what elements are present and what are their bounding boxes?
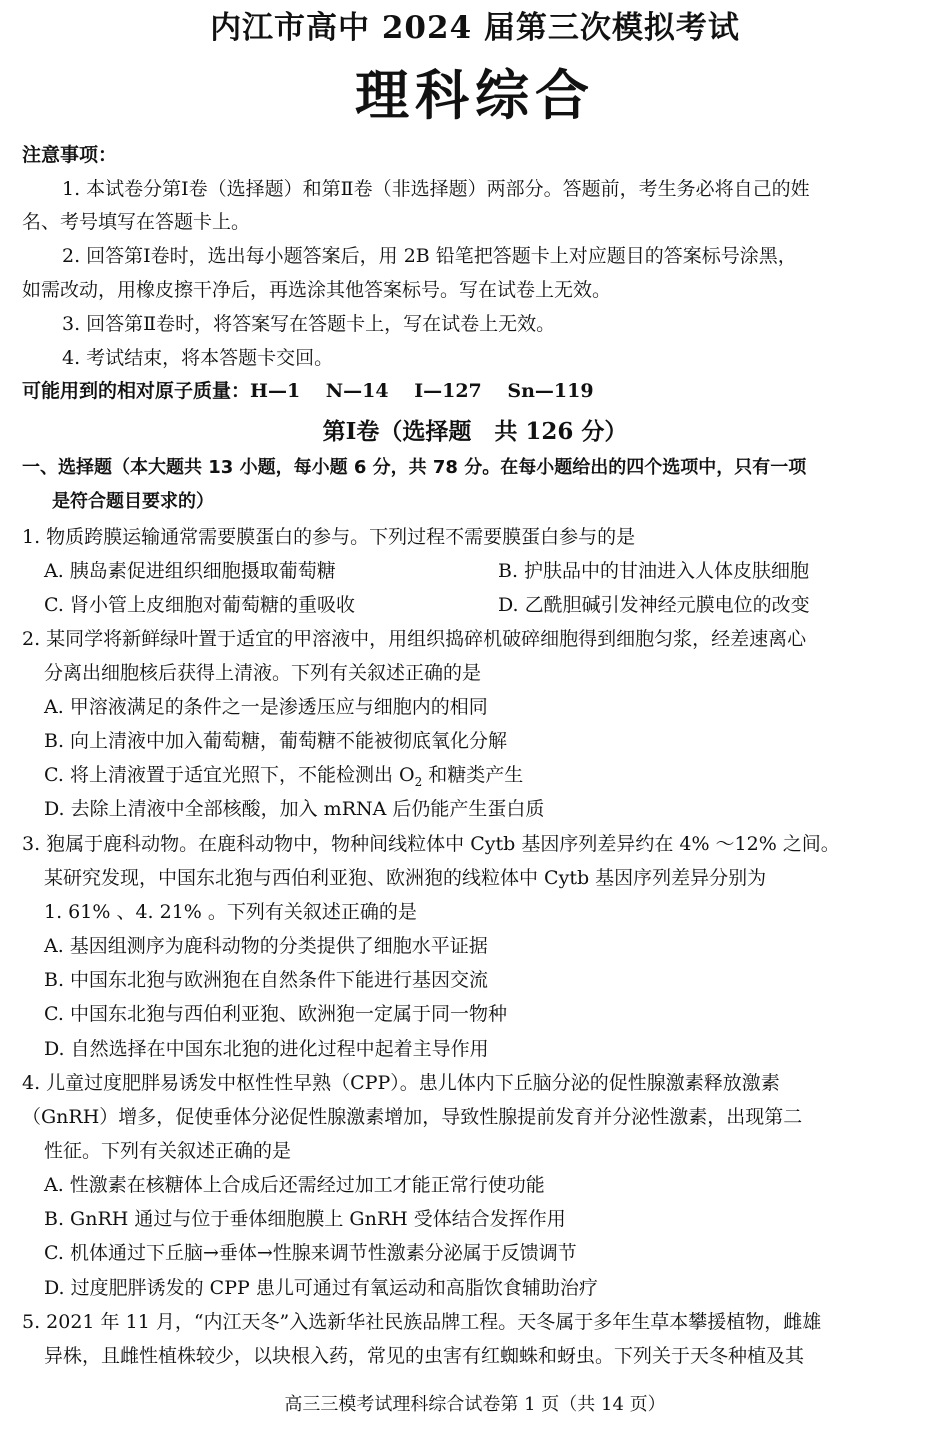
q2-option-a: A. 甲溶液满足的条件之一是渗透压应与细胞内的相同 xyxy=(44,696,488,718)
note-line: 2. 回答第Ⅰ卷时，选出每小题答案后，用 2B 铅笔把答题卡上对应题目的答案标号涂黑， xyxy=(62,245,797,267)
q1-option-d: D. 乙酰胆碱引发神经元膜电位的改变 xyxy=(498,594,810,616)
note-line: 4. 考试结束，将本答题卡交回。 xyxy=(62,347,334,369)
question-3-stem: 某研究发现，中国东北狍与西伯利亚狍、欧洲狍的线粒体中 Cytb 基因序列差异分别为 xyxy=(44,867,767,889)
q1-option-c: C. 肾小管上皮细胞对葡萄糖的重吸收 xyxy=(44,594,355,616)
q2-option-b: B. 向上清液中加入葡萄糖，葡萄糖不能被彻底氧化分解 xyxy=(44,730,508,752)
question-5-stem: 5. 2021 年 11 月，“内江天冬”入选新华社民族品牌工程。天冬属于多年生草本攀援植物，雌雄 xyxy=(22,1311,822,1333)
atomic-mass-line: 可能用到的相对原子质量：H—1 N—14 I—127 Sn—119 xyxy=(22,380,594,402)
section-title: 第Ⅰ卷（选择题 共 126 分） xyxy=(322,418,628,445)
question-2-stem: 分离出细胞核后获得上清液。下列有关叙述正确的是 xyxy=(44,662,482,684)
question-4-stem: 性征。下列有关叙述正确的是 xyxy=(44,1140,292,1162)
question-3-stem: 3. 狍属于鹿科动物。在鹿科动物中，物种间线粒体中 Cytb 基因序列差异约在 4% ～12% 之间。 xyxy=(22,833,840,855)
question-5-stem: 异株，且雌性植株较少，以块根入药，常见的虫害有红蜘蛛和蚜虫。下列关于天冬种植及其 xyxy=(44,1345,805,1367)
question-1-stem: 1. 物质跨膜运输通常需要膜蛋白的参与。下列过程不需要膜蛋白参与的是 xyxy=(22,526,636,548)
q1-option-b: B. 护肤品中的甘油进入人体皮肤细胞 xyxy=(498,560,810,582)
section-instruction: 一、选择题（本大题共 13 小题，每小题 6 分，共 78 分。在每小题给出的四个选项中，只有一项 xyxy=(22,457,807,478)
q2-option-c xyxy=(44,762,523,795)
question-4-stem: （GnRH）增多，促使垂体分泌促性腺激素增加，导致性腺提前发育并分泌性激素，出现第二 xyxy=(22,1106,803,1128)
q4-option-c: C. 机体通过下丘脑→垂体→性腺来调节性激素分泌属于反馈调节 xyxy=(44,1242,577,1264)
question-4-stem: 4. 儿童过度肥胖易诱发中枢性性早熟（CPP）。患儿体内下丘脑分泌的促性腺激素释放激素 xyxy=(22,1072,780,1094)
note-line: 如需改动，用橡皮擦干净后，再选涂其他答案标号。写在试卷上无效。 xyxy=(22,279,612,301)
notes-heading: 注意事项： xyxy=(22,144,118,166)
note-line: 3. 回答第Ⅱ卷时，将答案写在答题卡上，写在试卷上无效。 xyxy=(62,313,556,335)
note-line: 1. 本试卷分第Ⅰ卷（选择题）和第Ⅱ卷（非选择题）两部分。答题前，考生务必将自己的姓 xyxy=(62,178,810,200)
q3-option-c: C. 中国东北狍与西伯利亚狍、欧洲狍一定属于同一物种 xyxy=(44,1003,507,1025)
q3-option-d: D. 自然选择在中国东北狍的进化过程中起着主导作用 xyxy=(44,1038,489,1060)
q1-option-a: A. 胰岛素促进组织细胞摄取葡萄糖 xyxy=(44,560,336,582)
exam-title: 内江市高中 2024 届第三次模拟考试 xyxy=(210,10,740,46)
q4-option-d: D. 过度肥胖诱发的 CPP 患儿可通过有氧运动和高脂饮食辅助治疗 xyxy=(44,1277,598,1299)
q4-option-a: A. 性激素在核糖体上合成后还需经过加工才能正常行使功能 xyxy=(44,1174,545,1196)
q2-option-c-text: C. 将上清液置于适宜光照下，不能检测出 O xyxy=(44,764,415,786)
question-3-stem: 1. 61% 、4. 21% 。下列有关叙述正确的是 xyxy=(44,901,417,923)
q3-option-a: A. 基因组测序为鹿科动物的分类提供了细胞水平证据 xyxy=(44,935,488,957)
question-2-stem: 2. 某同学将新鲜绿叶置于适宜的甲溶液中，用组织捣碎机破碎细胞得到细胞匀浆，经差速离心 xyxy=(22,628,807,650)
q4-option-b: B. GnRH 通过与位于垂体细胞膜上 GnRH 受体结合发挥作用 xyxy=(44,1208,566,1230)
page-footer: 高三三模考试理科综合试卷第 1 页（共 14 页） xyxy=(284,1394,666,1415)
q3-option-b: B. 中国东北狍与欧洲狍在自然条件下能进行基因交流 xyxy=(44,969,489,991)
subject-title: 理科综合 xyxy=(355,63,595,127)
q2-option-c-text-end: 和糖类产生 xyxy=(422,764,524,786)
subscript-2: 2 xyxy=(414,774,423,789)
q2-option-d: D. 去除上清液中全部核酸，加入 mRNA 后仍能产生蛋白质 xyxy=(44,798,545,820)
section-instruction: 是符合题目要求的） xyxy=(52,491,214,512)
note-line: 名、考号填写在答题卡上。 xyxy=(22,211,251,233)
